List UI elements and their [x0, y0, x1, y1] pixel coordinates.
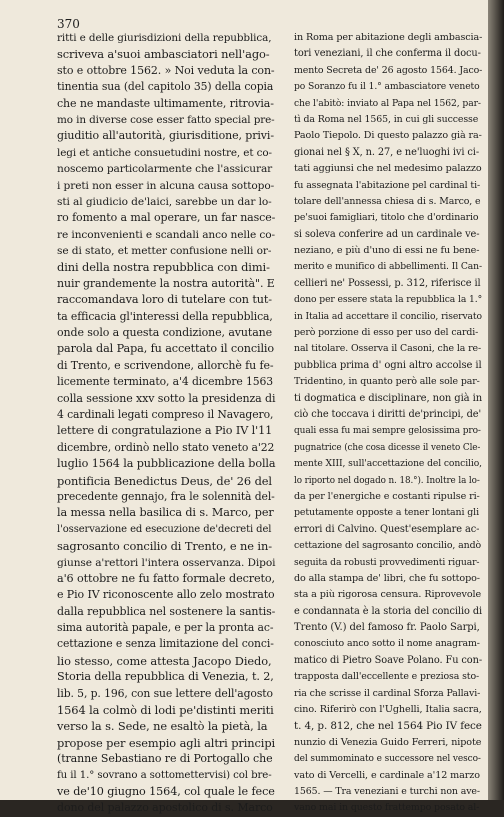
page-number: 370: [57, 17, 80, 31]
left-column-line: giunse a'rettori l'intera osservanza. Dipoi: [57, 556, 276, 569]
right-column-line: cettazione del sagrosanto concilio, andò: [294, 540, 482, 552]
left-column-line: e Pio IV riconoscente allo zelo mostrato: [57, 588, 275, 602]
right-column-line: ria che scrisse il cardinal Sforza Pallavi-: [294, 687, 481, 699]
right-column-line: ti dogmatica e disciplinare, non già in: [294, 392, 483, 404]
left-column-line: pontificia Benedictus Deus, de' 26 del: [57, 473, 272, 488]
left-column-line: onde solo a questa condizione, avutane: [57, 326, 273, 340]
right-column-line: del summominato e successore nel vesco-: [294, 754, 481, 765]
left-column-line: che ne mandaste ultimamente, ritrovia-: [57, 96, 274, 110]
left-column-line: i preti non esser in alcuna causa sottopo-: [57, 179, 275, 192]
left-column-line: fu il 1.° sovrano a sottomettervisi) col bre-: [57, 769, 272, 781]
right-column-line: ciò che toccava i diritti de'principi, de': [294, 408, 482, 420]
left-column-line: sto e ottobre 1562. » Noi veduta la con-: [57, 63, 275, 77]
left-column-line: legi et antiche consuetudini nostre, et co-: [57, 146, 272, 159]
left-column-line: licemente terminato, a'4 dicembre 1563: [57, 375, 274, 389]
left-column-line: re inconvenienti e scandali anco nelle co-: [57, 228, 276, 241]
right-column-line: merito e munifico di abbellimenti. Il Can-: [294, 261, 482, 273]
right-column-line: seguita da robusti provvedimenti riguar-: [294, 556, 480, 568]
right-column-line: lo riporto nel dogado n. 18.°). Inoltre la lo-: [294, 475, 480, 486]
left-column-line: ro fomento a mal operare, un far nasce-: [57, 211, 276, 225]
left-column-line: dalla repubblica nel sostenere la santis-: [57, 604, 276, 618]
left-column-line: sagrosanto concilio di Trento, e ne in-: [57, 539, 272, 554]
left-column-line: a'6 ottobre ne fu fatto formale decreto,: [57, 571, 276, 585]
right-column-line: dono per essere stata la repubblica la 1.°: [294, 294, 483, 306]
right-column-line: t. 4, p. 812, che nel 1564 Pio IV fece: [294, 720, 482, 733]
left-column-line: precedente gennajo, fra le solennità del-: [57, 489, 275, 503]
right-column-line: vano mai in questo frattempo posato al-: [294, 802, 480, 814]
left-column-line: noscemo particolarmente che l'assicurar: [57, 163, 273, 176]
left-column-line: 4 cardinali legati compreso il Navagero,: [57, 407, 274, 421]
right-column-line: sta a più rigorosa censura. Riprovevole: [294, 589, 482, 601]
left-column-line: lib. 5, p. 196, con sue lettere dell'agosto: [57, 686, 273, 700]
left-column-line: colla sessione xxv sotto la presidenza di: [57, 391, 276, 405]
right-column-line: matico di Pietro Soave Polano. Fu con-: [294, 654, 483, 666]
right-text-column: [294, 30, 482, 817]
right-column-line: 1565. — Tra veneziani e turchi non ave-: [294, 785, 480, 797]
left-column-line: lio stesso, come attesta Jacopo Diedo,: [57, 653, 272, 668]
left-column-line: nuir grandemente la nostra autorità". E: [57, 276, 275, 290]
left-column-line: propose per esempio agli altri principi: [57, 735, 276, 750]
right-column-line: conosciuto anco sotto il nome anagram-: [294, 638, 480, 650]
right-column-line: quali essa fu mai sempre gelosissima pro-: [294, 426, 481, 437]
right-column-line: pugnatrice (che cosa dicesse il veneto Cle-: [294, 442, 481, 453]
right-column-line: che l'abitò: inviato al Papa nel 1562, par-: [294, 97, 481, 109]
right-column-line: Tridentino, in quanto però alle sole par-: [294, 376, 480, 388]
left-column-line: raccomandava loro di tutelare con tut-: [57, 293, 272, 307]
left-column-line: 1564 la colmò di lodi pe'distinti meriti: [57, 703, 274, 718]
right-column-line: errori di Calvino. Quest'esemplare ac-: [294, 523, 480, 535]
right-column-line: po Soranzo fu il 1.° ambasciatore veneto: [294, 81, 480, 93]
left-column-line: lettere di congratulazione a Pio IV l'11: [57, 424, 273, 438]
right-column-line: cino. Riferirò con l'Ughelli, Italia sacra,: [294, 704, 482, 716]
right-column-line: da per l'energiche e costanti ripulse ri-: [294, 490, 480, 502]
left-column-line: di Trento, e scrivendone, allorchè fu fe-: [57, 358, 274, 372]
left-column-line: sti al giudicio de'laici, sarebbe un dar lo-: [57, 195, 272, 208]
right-column-line: pe'suoi famigliari, titolo che d'ordinario: [294, 212, 479, 224]
left-column-line: se di stato, et metter confusione nelli or-: [57, 245, 272, 258]
page-edge-shadow: [488, 0, 504, 800]
left-column-line: mo in diverse cose esser fatto special pre-: [57, 113, 275, 126]
left-column-line: (tranne Sebastiano re di Portogallo che: [57, 752, 273, 766]
right-column-line: Trento (V.) del famoso fr. Paolo Sarpi,: [294, 622, 480, 634]
right-column-line: nunzio di Venezia Guido Ferreri, nipote: [294, 736, 482, 748]
right-column-line: pubblica prima d' ogni altro accolse il: [294, 359, 482, 371]
left-column-line: la messa nella basilica di s. Marco, per: [57, 506, 274, 520]
right-column-line: do alla stampa de' libri, che fu sottopo-: [294, 572, 480, 584]
right-column-line: Paolo Tiepolo. Di questo palazzo già ra-: [294, 130, 482, 142]
left-text-column: [57, 30, 275, 817]
right-column-line: vato di Vercelli, e cardinale a'12 marzo: [294, 769, 480, 781]
right-column-line: tori veneziani, il che conferma il docu-: [294, 48, 481, 60]
right-column-line: trapposta dall'eccellente e preziosa sto-: [294, 671, 480, 683]
left-column-line: l'osservazione ed esecuzione de'decreti del: [57, 523, 272, 535]
right-column-line: mento Secreta de' 26 agosto 1564. Jaco-: [294, 64, 483, 76]
right-column-line: si soleva conferire ad un cardinale ve-: [294, 228, 480, 240]
left-column-line: luglio 1564 la pubblicazione della bolla: [57, 457, 276, 471]
left-column-line: parola dal Papa, fu accettato il concilio: [57, 342, 275, 356]
left-column-line: ve de'10 giugno 1564, col quale le fece: [57, 784, 275, 798]
left-column-line: dini della nostra repubblica con dimi-: [57, 260, 270, 275]
left-column-line: giuditio all'autorità, giurisditione, privi-: [57, 129, 274, 143]
right-column-line: però porzione di esso per uso del cardi-: [294, 327, 479, 339]
right-column-line: neziano, e più d'uno di essi ne fu bene-: [294, 245, 480, 257]
right-column-line: e condannata è la storia del concilio di: [294, 605, 483, 617]
right-column-line: tì da Roma nel 1565, in cui gli successe: [294, 113, 479, 125]
right-column-line: mente XIII, sull'accettazione del concilio,: [294, 458, 482, 470]
left-column-line: ritti e delle giurisdizioni della repubblica,: [57, 32, 272, 44]
left-column-line: verso la s. Sede, ne esaltò la pietà, la: [57, 719, 268, 734]
right-column-line: gionai nel § X, n. 27, e ne'luoghi ivi ci-: [294, 146, 480, 158]
left-column-line: ta efficacia gl'interessi della repubblica,: [57, 309, 273, 323]
left-column-line: Storia della repubblica di Venezia, t. 2,: [57, 670, 274, 684]
right-column-line: petutamente opposte a tener lontani gli: [294, 507, 479, 519]
right-column-line: tati aggiunsi che nel medesimo palazzo: [294, 163, 482, 175]
left-column-line: cettazione e senza limitazione del conci-: [57, 637, 274, 651]
right-column-line: in Italia ad accettare il concilio, riservato: [294, 310, 482, 322]
left-column-line: tinentia sua (del capitolo 35) della copia: [57, 80, 274, 94]
left-column-line: dicembre, ordinò nello stato veneto a'22: [57, 440, 275, 454]
right-column-line: nal titolare. Osserva il Casoni, che la re-: [294, 343, 482, 355]
left-column-line: dono del palazzo apostolico di s. Marco: [57, 801, 273, 815]
right-column-line: fu assegnata l'abitazione pel cardinal ti-: [294, 179, 481, 191]
left-column-line: sima autorità papale, e per la pronta ac-: [57, 621, 274, 635]
right-column-line: tolare dell'annessa chiesa di s. Marco, e: [294, 195, 481, 207]
left-column-line: scriveva a'suoi ambasciatori nell'ago-: [57, 47, 270, 62]
right-column-line: cellieri ne' Possessi, p. 312, riferisce il: [294, 277, 481, 289]
right-column-line: in Roma per abitazione degli ambascia-: [294, 32, 483, 43]
